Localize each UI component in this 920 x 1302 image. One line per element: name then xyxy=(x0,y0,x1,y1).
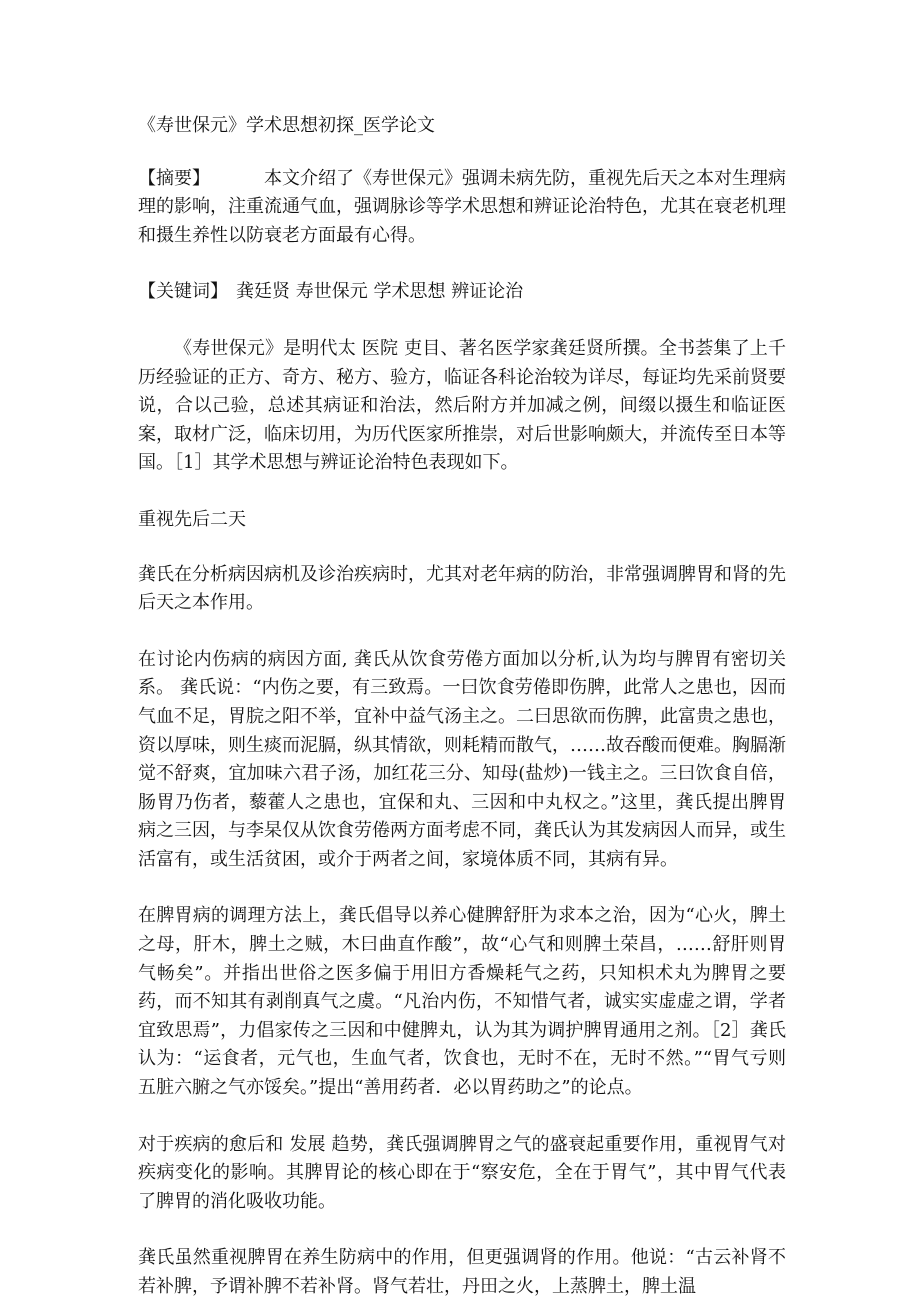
keywords-text: 龚廷贤 寿世保元 学术思想 辨证论治 xyxy=(236,281,524,303)
body-paragraph: 在脾胃病的调理方法上，龚氏倡导以养心健脾舒肝为求本之治，因为“心火，脾土之母，肝木，脾土之贼，木曰曲直作酸”，故“心气和则脾土荣昌，……舒肝则胃气畅矣”。并指出世俗之医多偏于用旧方香燥耗气之药，只知枳术丸为脾胃之要药，而不知其有剥削真气之虞。“凡治内伤，不知惜气者，诚实实虚虚之谓，学者宜致思焉”，力倡家传之三因和中健脾丸，认为其为调护脾胃通用之剂。［2］龚氏认为：“运食者，元气也，生血气者，饮食也，无时不在，无时不然。”“胃气亏则五脏六腑之气亦馁矣。”提出“善用药者．必以胃药助之”的论点。 xyxy=(138,905,786,1099)
keywords-label: 【关键词】 xyxy=(138,281,228,303)
document-page xyxy=(138,112,786,1302)
body-paragraph: 龚氏在分析病因病机及诊治疾病时，尤其对老年病的防治，非常强调脾胃和肾的先后天之本作用。 xyxy=(138,563,786,614)
body-paragraph: 对于疾病的愈后和 发展 趋势，龚氏强调脾胃之气的盛衰起重要作用，重视胃气对疾病变化的影响。其脾胃论的核心即在于“察安危，全在于胃气”，其中胃气代表了脾胃的消化吸收功能。 xyxy=(138,1133,786,1212)
body-paragraph: 在讨论内伤病的病因方面, 龚氏从饮食劳倦方面加以分析,认为均与脾胃有密切关系。 龚氏说：“内伤之要，有三致焉。一曰饮食劳倦即伤脾，此常人之患也，因而气血不足，胃脘之阳不举，宜补中益气汤主之。二曰思欲而伤脾，此富贵之患也，资以厚味，则生痰而泥膈，纵其情欲，则耗精而散气，……故吞酸而便难。胸膈渐觉不舒爽，宜加味六君子汤，加红花三分、知母(盐炒)一钱主之。三曰饮食自倍，肠胃乃伤者，藜藿人之患也，宜保和丸、三因和中丸权之。”这里，龚氏提出脾胃病之三因，与李杲仅从饮食劳倦两方面考虑不同，龚氏认为其发病因人而异，或生活富有，或生活贫困，或介于两者之间，家境体质不同，其病有异。 xyxy=(138,648,786,870)
keywords xyxy=(138,278,786,307)
section-heading: 重视先后二天 xyxy=(138,508,246,530)
abstract xyxy=(138,165,786,251)
body-paragraph: 龚氏虽然重视脾胃在养生防病中的作用，但更强调肾的作用。他说：“古云补肾不若补脾，予谓补脾不若补肾。肾气若壮，丹田之火，上蒸脾土，脾土温 xyxy=(138,1247,786,1297)
abstract-label: 【摘要】 xyxy=(138,167,210,189)
abstract-text: 本文介绍了《寿世保元》强调未病先防，重视先后天之本对生理病理的影响，注重流通气血，强调脉诊等学术思想和辨证论治特色，尤其在衰老机理和摄生养性以防衰老方面最有心得。 xyxy=(138,167,786,246)
intro-paragraph: 《寿世保元》是明代太 医院 吏目、著名医学家龚廷贤所撰。全书荟集了上千历经验证的正方、奇方、秘方、验方，临证各科论治较为详尽，每证均先采前贤要说，合以己验，总述其病证和治法，然后附方并加减之例，间缀以摄生和临证医案，取材广泛，临床切用，为历代医家所推崇，对后世影响颇大，并流传至日本等国。［1］其学术思想与辨证论治特色表现如下。 xyxy=(138,337,786,474)
document-title: 《寿世保元》学术思想初探_医学论文 xyxy=(138,115,435,136)
